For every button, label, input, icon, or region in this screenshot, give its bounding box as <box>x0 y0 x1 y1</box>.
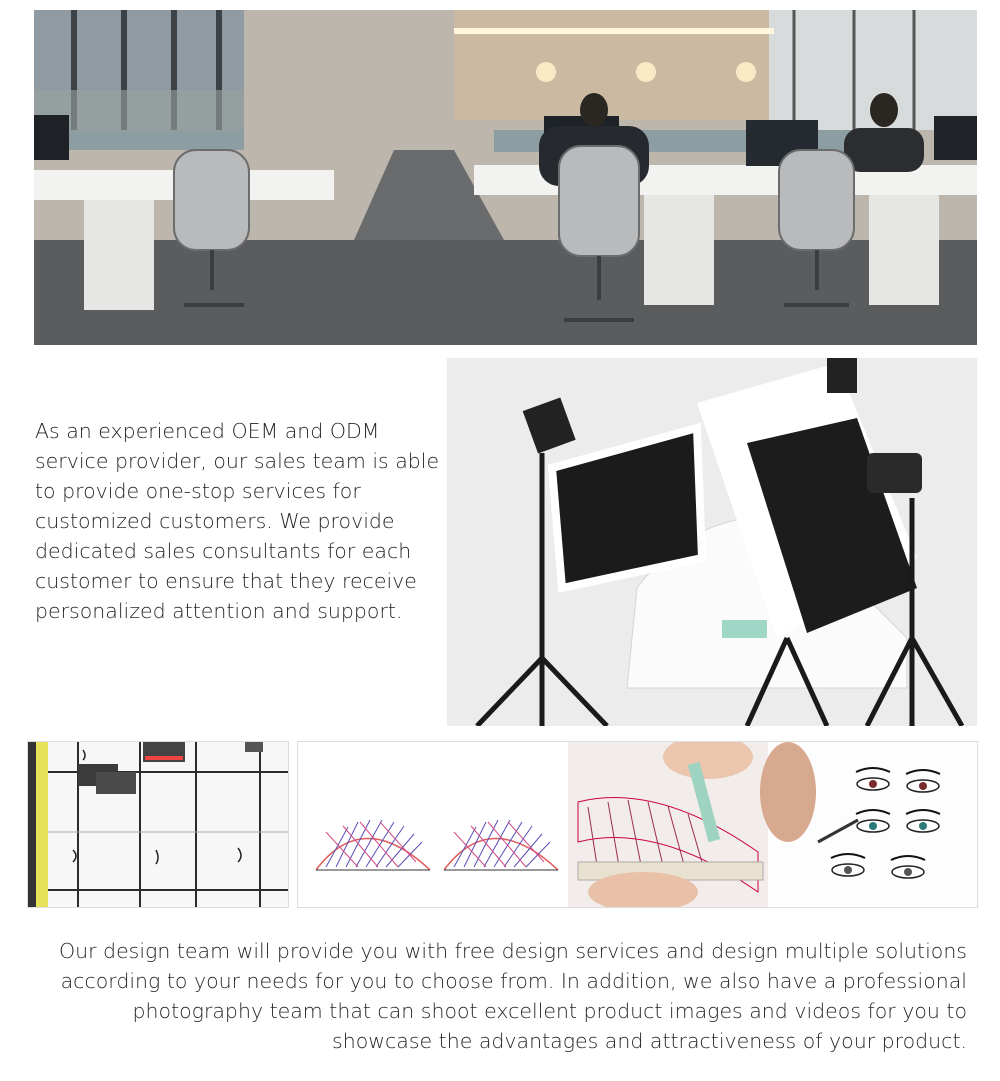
design-sketches-image <box>297 741 978 908</box>
intro-paragraph: As an experienced OEM and ODM service provider, our sales team is able to provide one-stop services for customized customers. We provide dedicated sales consultants for each customer to ensure that they receive personalized attention and support. <box>35 419 440 623</box>
office-photo <box>34 10 977 345</box>
outro-paragraph: Our design team will provide you with free design services and design multiple solutions according to your needs for you to choose from. In addition, we also have a professional photography team that can shoot excellent product images and videos for you to showcase the advantages and attractiveness of your product. <box>58 939 967 1053</box>
photo-studio-image <box>447 358 977 726</box>
intro-text-block <box>35 416 445 626</box>
design-software-image <box>27 741 289 908</box>
outro-text-block <box>30 936 967 1056</box>
